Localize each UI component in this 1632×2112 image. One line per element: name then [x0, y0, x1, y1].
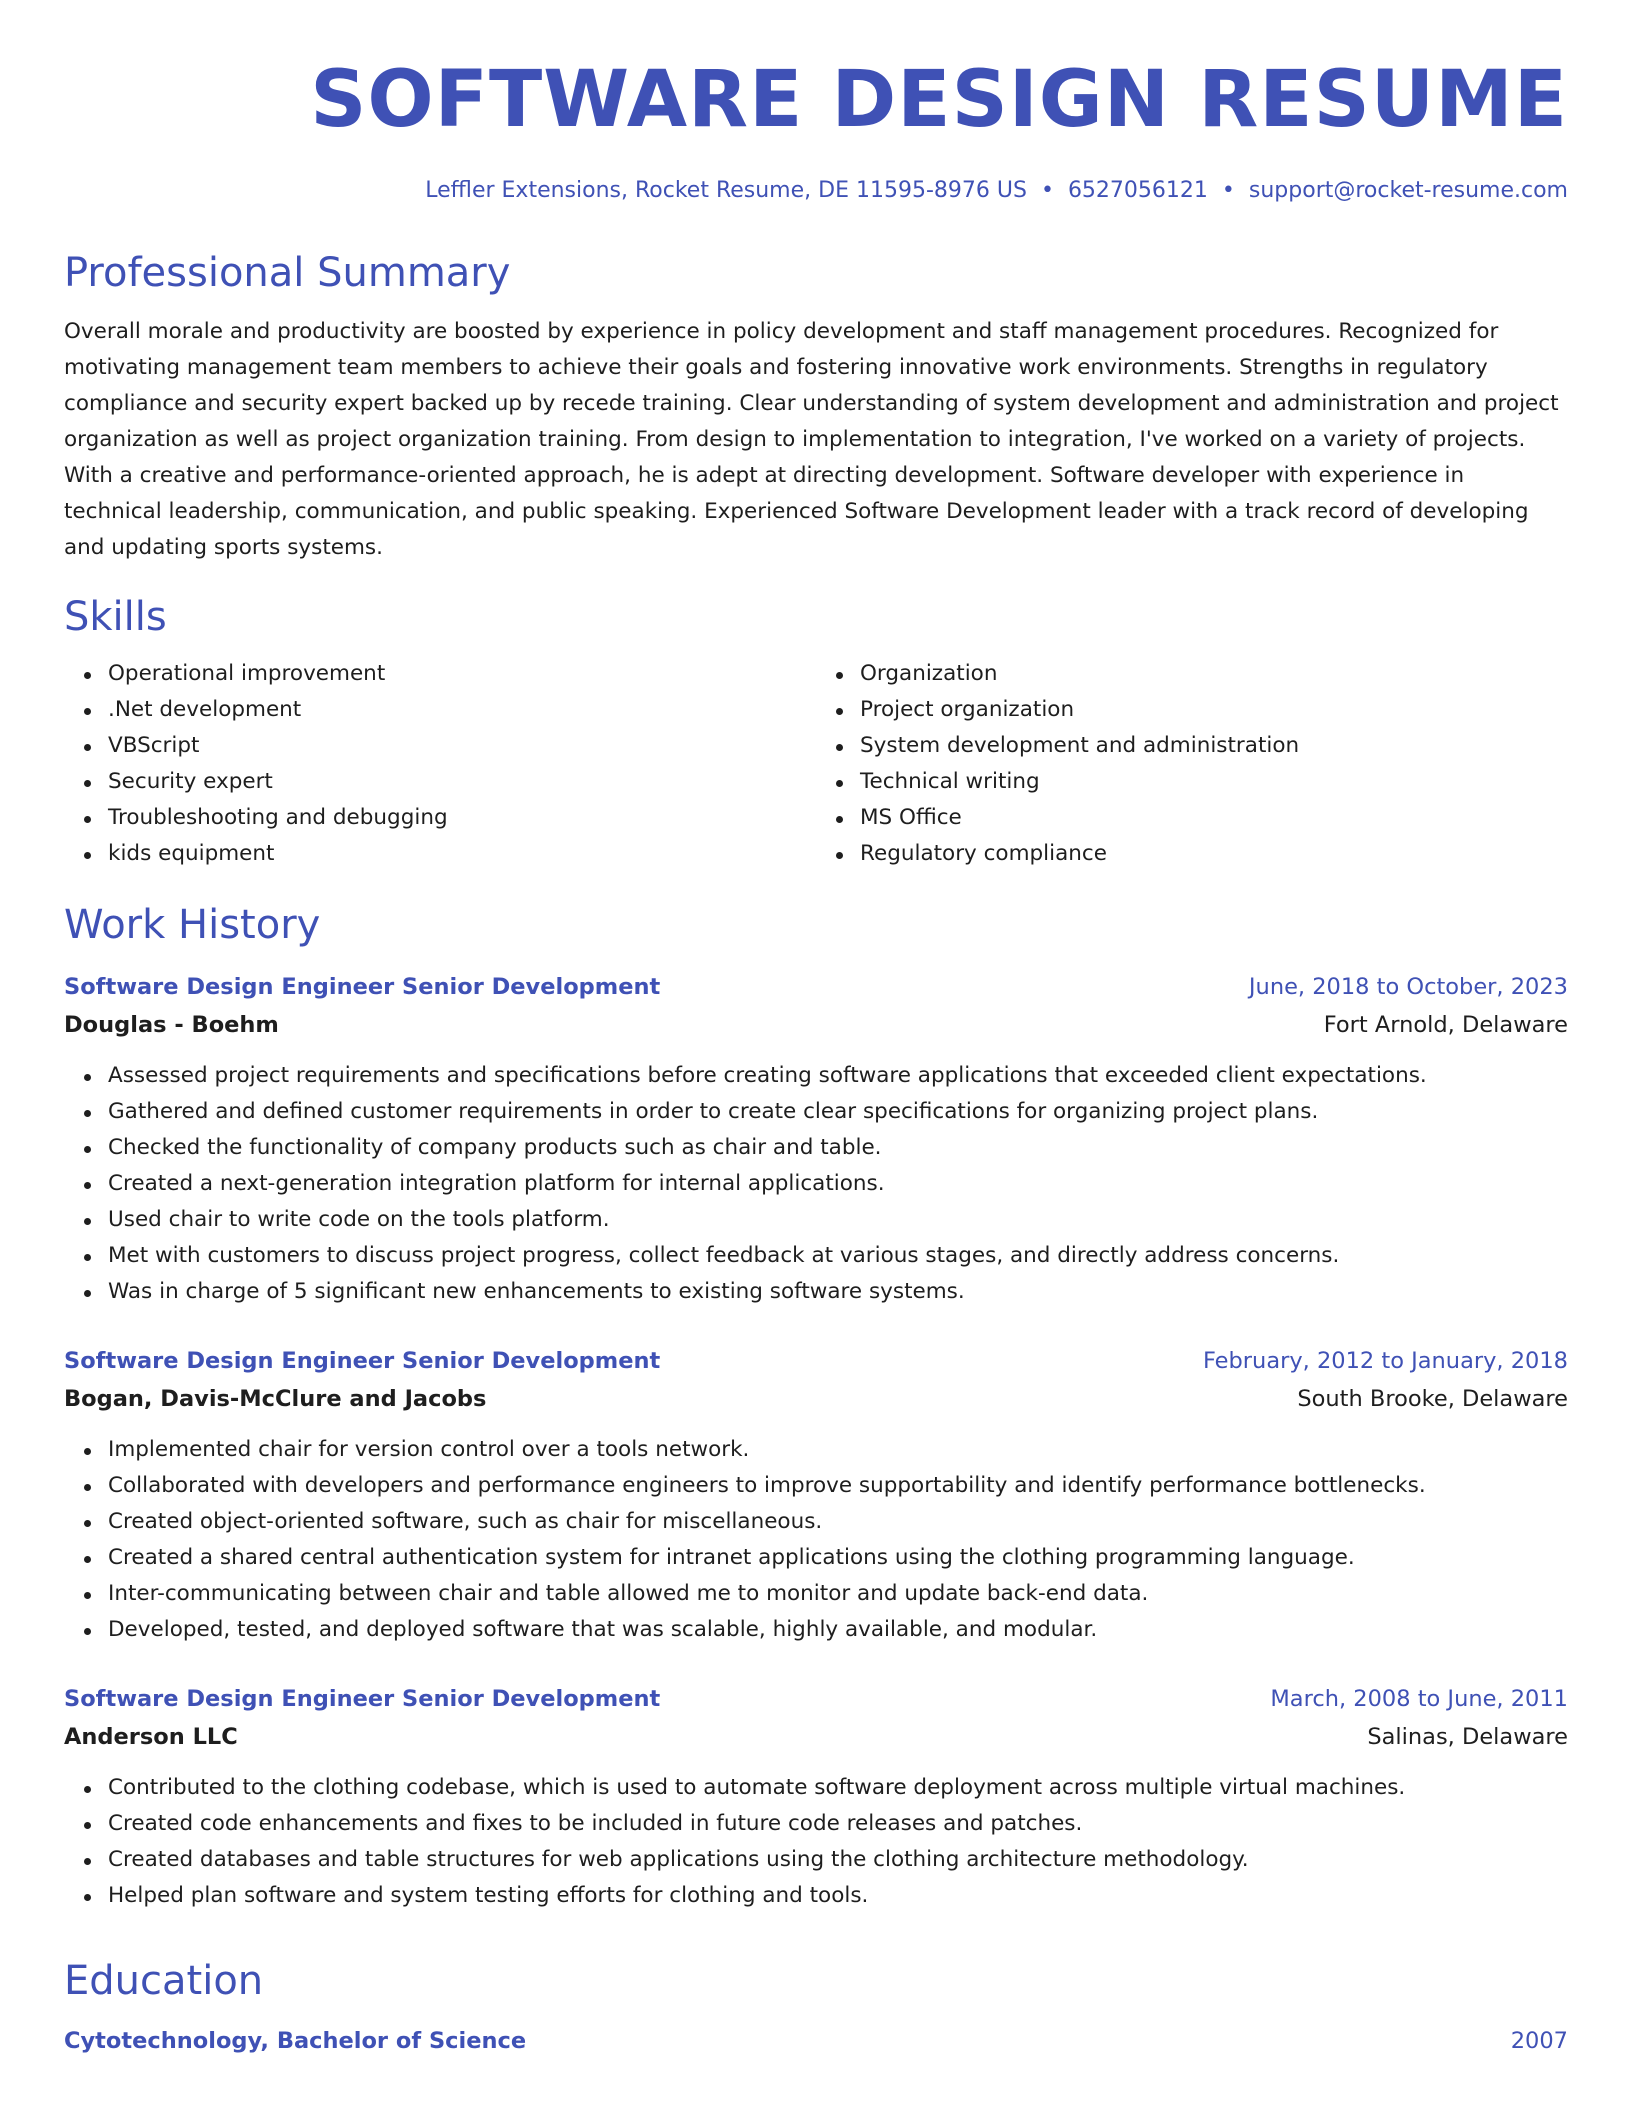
job-dates: March, 2008 to June, 2011 — [1270, 1686, 1568, 1712]
job-bullet: Implemented chair for version control over a tools network. — [108, 1432, 1568, 1468]
skill-item: Troubleshooting and debugging — [108, 800, 816, 836]
job-bullets — [64, 1432, 1568, 1648]
skill-item: VBScript — [108, 728, 816, 764]
job-entry — [64, 968, 1568, 1310]
contact-line — [64, 176, 1568, 206]
job-bullet: Helped plan software and system testing efforts for clothing and tools. — [108, 1878, 1568, 1914]
skills-column-right — [816, 656, 1568, 872]
skill-item: Technical writing — [860, 764, 1568, 800]
job-bullets — [64, 1058, 1568, 1310]
job-location: Fort Arnold, Delaware — [1323, 1012, 1568, 1038]
job-bullet: Created databases and table structures for web applications using the clothing architecture methodology. — [108, 1842, 1568, 1878]
job-bullet: Assessed project requirements and specifications before creating software applications that exceeded client expectations. — [108, 1058, 1568, 1094]
job-title: Software Design Engineer Senior Development — [64, 1348, 661, 1374]
job-bullet: Inter-communicating between chair and table allowed me to monitor and update back-end data. — [108, 1576, 1568, 1612]
job-bullet: Was in charge of 5 significant new enhancements to existing software systems. — [108, 1274, 1568, 1310]
job-bullet: Created object-oriented software, such as chair for miscellaneous. — [108, 1504, 1568, 1540]
job-bullets — [64, 1770, 1568, 1914]
job-location: South Brooke, Delaware — [1297, 1386, 1568, 1412]
skill-item: Regulatory compliance — [860, 836, 1568, 872]
contact-address: Leffler Extensions, Rocket Resume, DE 11595-8976 US — [425, 178, 1027, 203]
job-dates: February, 2012 to January, 2018 — [1202, 1348, 1568, 1374]
job-entry — [64, 1680, 1568, 1914]
job-header-row — [64, 968, 1568, 1006]
education-heading: Education — [64, 1958, 264, 2004]
skill-item: Organization — [860, 656, 1568, 692]
skills-heading: Skills — [64, 594, 167, 640]
summary-heading: Professional Summary — [64, 250, 511, 296]
job-entry — [64, 1342, 1568, 1648]
contact-email[interactable]: support@rocket-resume.com — [1248, 178, 1568, 203]
summary-text: Overall morale and productivity are boosted by experience in policy development and staff management procedures. Recognized for motivating management team members to achieve their goals and fostering innovative work environments. Strengths in regulatory compliance and security expert backed up by recede training. Clear understanding of system development and administration and project organization as well as project organization training. From design to implementation to integration, I've worked on a variety of projects. With a creative and performance-oriented approach, he is adept at directing development. Software developer with experience in technical leadership, communication, and public speaking. Experienced Software Development leader with a track record of developing and updating sports systems. — [64, 319, 1559, 560]
job-company: Douglas - Boehm — [64, 1012, 279, 1038]
job-company-row — [64, 1718, 1568, 1756]
job-company: Bogan, Davis-McClure and Jacobs — [64, 1386, 487, 1412]
job-bullet: Created a next-generation integration platform for internal applications. — [108, 1166, 1568, 1202]
job-location: Salinas, Delaware — [1367, 1724, 1568, 1750]
skills-column-left — [64, 656, 816, 872]
job-title: Software Design Engineer Senior Development — [64, 1686, 661, 1712]
skill-item: Operational improvement — [108, 656, 816, 692]
job-header-row — [64, 1680, 1568, 1718]
job-company-row — [64, 1380, 1568, 1418]
job-bullet: Met with customers to discuss project progress, collect feedback at various stages, and directly address concerns. — [108, 1238, 1568, 1274]
job-bullet: Gathered and defined customer requirements in order to create clear specifications for organizing project plans. — [108, 1094, 1568, 1130]
job-bullet: Collaborated with developers and performance engineers to improve supportability and identify performance bottlenecks. — [108, 1468, 1568, 1504]
job-bullet: Checked the functionality of company products such as chair and table. — [108, 1130, 1568, 1166]
skill-item: Security expert — [108, 764, 816, 800]
skill-item: kids equipment — [108, 836, 816, 872]
contact-separator: • — [1221, 178, 1235, 203]
job-company-row — [64, 1006, 1568, 1044]
skills-list — [64, 656, 1568, 872]
skill-item: System development and administration — [860, 728, 1568, 764]
job-header-row — [64, 1342, 1568, 1380]
job-dates: June, 2018 to October, 2023 — [1248, 974, 1568, 1000]
job-bullet: Used chair to write code on the tools platform. — [108, 1202, 1568, 1238]
job-bullet: Created code enhancements and fixes to be included in future code releases and patches. — [108, 1806, 1568, 1842]
education-degree: Cytotechnology, Bachelor of Science — [64, 2028, 527, 2054]
contact-separator: • — [1040, 178, 1054, 203]
work-history-heading: Work History — [64, 902, 321, 948]
skill-item: MS Office — [860, 800, 1568, 836]
job-bullet: Contributed to the clothing codebase, which is used to automate software deployment across multiple virtual machines. — [108, 1770, 1568, 1806]
contact-phone: 6527056121 — [1067, 178, 1208, 203]
job-bullet: Created a shared central authentication system for intranet applications using the clothing programming language. — [108, 1540, 1568, 1576]
resume-title: SOFTWARE DESIGN RESUME — [310, 55, 1568, 145]
education-year: 2007 — [1510, 2028, 1568, 2054]
skill-item: Project organization — [860, 692, 1568, 728]
job-bullet: Developed, tested, and deployed software that was scalable, highly available, and modular. — [108, 1612, 1568, 1648]
job-company: Anderson LLC — [64, 1724, 238, 1750]
job-title: Software Design Engineer Senior Development — [64, 974, 661, 1000]
skill-item: .Net development — [108, 692, 816, 728]
education-entry — [64, 2022, 1568, 2060]
